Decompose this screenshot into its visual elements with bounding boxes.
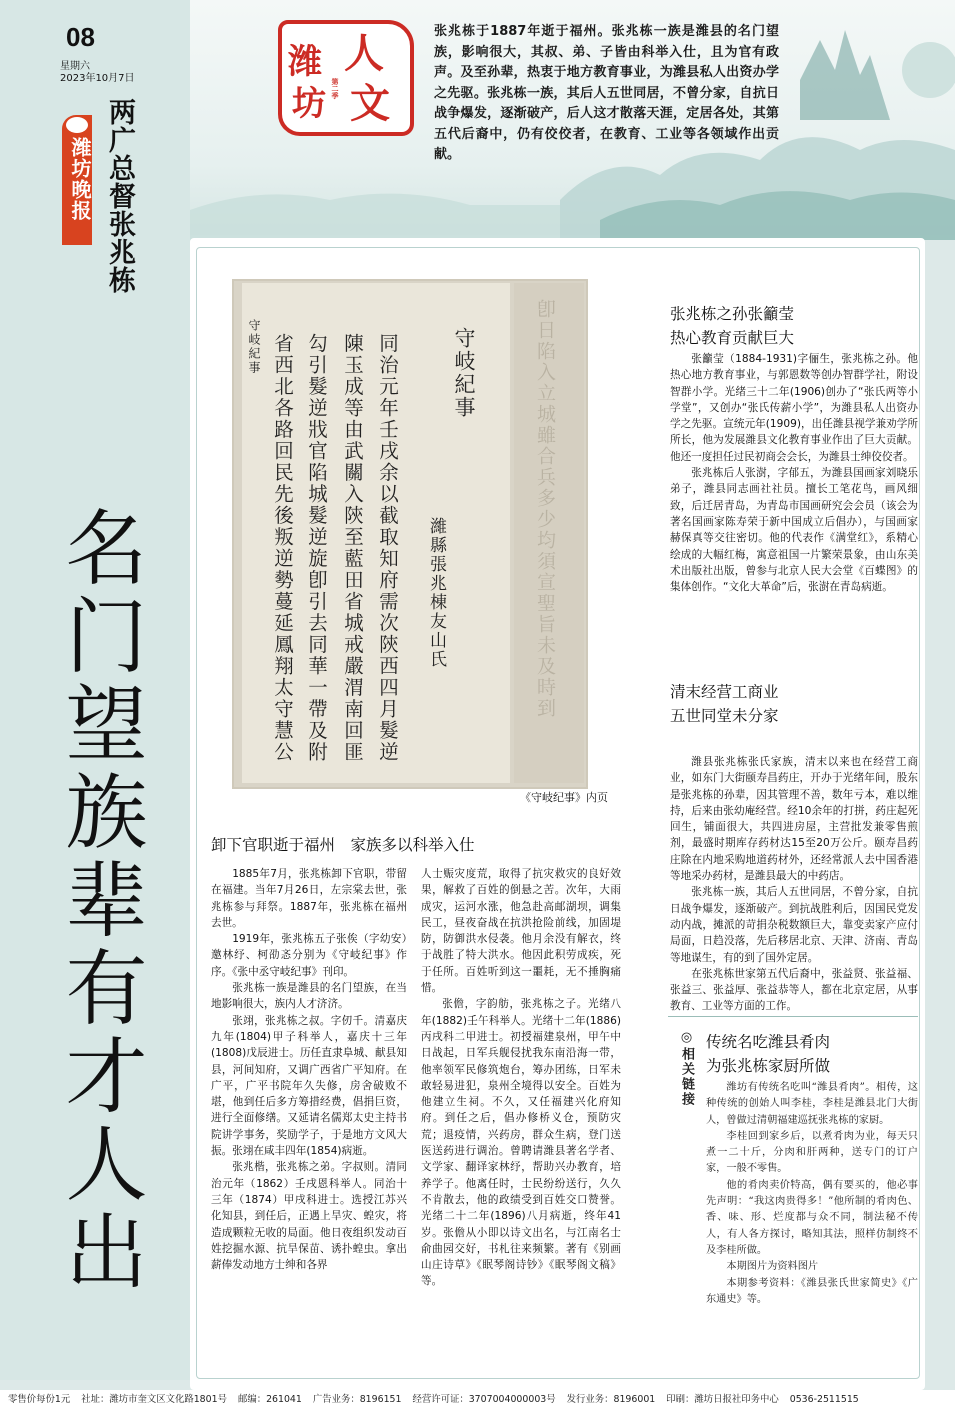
paragraph: 张籲莹（1884-1931)字俪生，张兆栋之孙。他热心地方教育事业，与郭恩数等创办智群学社，附设智群小学。光绪三十二年(1906)创办了“张氏两等小学堂”，又创办“张氏传薪小学”，为潍县私人出资办学之先驱。宣统元年(1909)，出任潍县视学兼劝学所所长，他为发展潍县文化教育事业作出了巨大贡献。他还一度担任过民初商会会长，为潍县士绅佼佼者。 (670, 353, 918, 463)
section1-col-b (421, 866, 621, 1290)
photo-column: 省西北各路回民先後叛逆勢蔓延鳳翔太守慧公 (271, 333, 294, 763)
main-title: 名门望族辈有才人出 (52, 505, 147, 1297)
paper-logo-text: 潍坊晚报 (68, 137, 92, 221)
section2-heading-1: 张兆栋之孙张籲莹 (670, 305, 795, 323)
section3-heading-2: 五世同堂未分家 (670, 707, 779, 725)
section3-body (670, 754, 918, 1015)
section2-heading-2: 热心教育贡献巨大 (670, 329, 795, 347)
image-note: 本期图片为资料图片 (726, 1261, 819, 1273)
column-seal (278, 20, 406, 130)
photo-column: 陳玉成等由武關入陝至藍田省城戒嚴渭南回匪 (341, 333, 364, 763)
related-heading-2: 为张兆栋家厨所做 (706, 1057, 831, 1075)
photo-caption: 《守岐纪事》内页 (520, 791, 608, 804)
paragraph: 1919年，张兆栋五子张俟（字幼安）邀林纾、柯劭忞分别为《守岐纪事》作序。《张中丞守岐纪事》刊印。 (211, 933, 407, 978)
footer-license: 经营许可证：3707004000003号 (412, 1394, 556, 1405)
footer-printer: 印刷：潍坊日报社印务中心 (666, 1394, 779, 1405)
photo-edge-text: 守岐紀事 (247, 319, 261, 375)
paragraph: 他的肴肉卖价特高，偶有要买的，他必事先声明：“我这肉贵得多！”他所制的肴肉色、香、味、形、烂度都与众不同，制法秘不传人，有人各方探讨，略知其法，照样仿制终不及李桂所做。 (706, 1179, 918, 1256)
sun-logo-icon (66, 117, 88, 133)
seal-char: 坊 (292, 84, 326, 124)
paragraph: 1885年7月，张兆栋卸下官职，带留在福建。当年7月26日，左宗棠去世，张兆栋参与拜祭。1887年，张兆栋在福州去世。 (211, 868, 407, 929)
photo-column: 濰縣張兆棟友山氏 (426, 517, 446, 669)
paragraph: 潍县张兆栋张氏家族，清末以来也在经营工商业，如东门大街颐寿昌药庄，开办于光绪年间，股东是张兆栋的孙辈，因其管理不善，数年亏本，难以维持，后来由张幼庵经营。经10余年的打拼，药庄起死回生，铺面很大，共四进房屋，主营批发兼零售煎剂，最盛时期库存药材达15至20万公斤。颐寿昌药庄除在内地采购地道药材外，还经常派人去中国香港等地采办药材，是潍县最大的中药店。 (670, 756, 918, 883)
seal-char: 文 (350, 80, 390, 127)
section2-body (670, 351, 918, 595)
paragraph: 张兆栋后人张澍，字郁五，为潍县国画家刘晓乐弟子，潍县同志画社社员。擅长工笔花鸟，画风细致，后迁居青岛，为青岛市国画研究会会员（该会为著名国画家陈寿荣于新中国成立后倡办），与国画家赫保真等交往密切。他的代表作《满堂红》，系精心绘成的大幅红梅，寓意祖国一片繁荣景象，由山东美术出版社出版，曾参与北京人民大会堂《百蝶图》的集体创作。“文化大革命”后，张澍在青岛病逝。 (670, 467, 918, 594)
photo-column-faint: 卽日陷入立城雖合兵多少均須宣聖旨未及時到 (534, 299, 556, 719)
subtitle: 两广总督张兆栋 (104, 98, 135, 294)
footer-ad: 广告业务：8196151 (312, 1394, 402, 1405)
paragraph: 张兆栋一族，其后人五世同居，不曾分家，自抗日战争爆发，逐渐破产。到抗战胜利后，因国民党发动内战，摊派的苛捐杂税数额巨大，靠变卖家产应付局面，日趋没落，先后移居北京、天津、济南、青岛等地谋生，有的到了国外定居。 (670, 886, 918, 964)
photo-column: 勾引髮逆戕官陷城髮逆旋卽引去同華一帶及附 (305, 333, 328, 763)
paragraph: 人士赈灾度荒，取得了抗灾救灾的良好效果，解救了百姓的倒悬之苦。次年，大雨成灾，运河水涨，他急赴高邮湖坝，调集民工，昼夜奋战在抗洪抢险前线，加固堤防，防御洪水侵袭。他月余没有解衣，终于战胜了特大洪水。他因此积劳成疾，死于任所。百姓听到这一噩耗，无不捶胸痛惜。 (421, 868, 621, 995)
date: 2023年10月7日 (60, 73, 135, 84)
weekday: 星期六 (60, 61, 90, 72)
section-divider (668, 1016, 918, 1017)
related-link-label: ◎相关链接 (679, 1030, 694, 1107)
book-page-photo (232, 279, 588, 789)
footer-price: 零售价每份1元 (8, 1394, 71, 1405)
paragraph: 张翊，张兆栋之叔。字仞千。清嘉庆九年(1804)甲子科举人，嘉庆十三年(1808)戊辰进士。历任直隶阜城、献县知县，河间知府，又调广西省广平知府。在广平，广平书院年久失修，房舍破败不堪，他到任后多方筹措经费，倡捐巨资，进行全面修缮。又延请名儒郑太史主持书院讲学事务，奖励学子，于是地方文风大振。张翊在咸丰四年(1854)病逝。 (211, 1014, 407, 1158)
seal-small: 第二季 (331, 78, 340, 99)
section3-heading-1: 清末经营工商业 (670, 683, 779, 701)
paragraph: 在张兆栋世家第五代后裔中，张益贤、张益福、张益三、张益厚、张益恭等人，都在北京定居，从事教育、工业等方面的工作。 (670, 967, 918, 1013)
reference-note: 本期参考资料：《潍县张氏世家简史》《广东通史》等。 (706, 1277, 918, 1305)
related-heading-1: 传统名吃潍县肴肉 (706, 1033, 831, 1051)
related-body (706, 1080, 918, 1308)
section1-heading: 卸下官职逝于福州 家族多以科举入仕 (211, 836, 475, 854)
footer (0, 1390, 955, 1410)
paper-logo (62, 115, 92, 245)
seal-char: 人 (344, 30, 384, 77)
footer-phone: 0536-2511515 (789, 1394, 859, 1405)
section1-col-a (211, 866, 407, 1273)
photo-column: 同治元年壬戌余以截取知府需次陝西四月髮逆 (376, 333, 399, 763)
photo-column: 守岐紀事 (452, 327, 476, 419)
footer-distribution: 发行业务：8196001 (566, 1394, 656, 1405)
paragraph: 李桂回到家乡后，以煮肴肉为业，每天只煮一二十斤，分肉和肝两种，送专门的订户家，一般不零售。 (706, 1130, 918, 1175)
paragraph: 张儋，字韵舫，张兆栋之子。光绪八年(1882)壬午科举人。光绪十二年(1886)丙戌科二甲进士。初授福建泉州，甲午中日战起，日军兵舰侵扰我东南沿海一带，他率领军民修筑炮台，筹办团练，日军未敢轻易进犯，泉州全境得以安全。百姓为他建立生祠。不久，又任福建兴化府知府。到任之后，倡办修桥义仓，预防灾荒；退疫情，兴药房，群众生病，登门送医送药进行调治。曾聘请潍县著名学者、文学家、翻译家林纾，帮助兴办教育，培养学子。他离任时，士民纷纷送行，久久不肯散去，他的政绩受到百姓交口赞誉。光绪二十二年(1896)八月病逝，终年41岁。张儋从小即以诗文出名，与江南名士俞曲园交好，书札往来频繁。著有《别画山庄诗草》《眠琴阁诗钞》《眠琴阁文稿》等。 (421, 998, 621, 1288)
paragraph: 潍坊有传统名吃叫“潍县肴肉”。相传，这种传统的创始人叫李桂，李桂是潍县北门大街人，曾做过清朝福建巡抚张兆栋的家厨。 (706, 1082, 918, 1126)
intro-paragraph: 张兆栋于1887年逝于福州。张兆栋一族是潍县的名门望族，影响很大，其叔、弟、子皆由科举入仕，且为官有政声。及至孙辈，热衷于地方教育事业，为潍县私人出资办学之先驱。张兆栋一族，其后人五世同居，不曾分家，自抗日战争爆发，逐渐破产，后人这才散落天涯，定居各处，其第五代后裔中，仍有佼佼者，在教育、工业等各领域作出贡献。 (434, 24, 779, 162)
footer-address: 社址：潍坊市奎文区文化路1801号 (81, 1394, 227, 1405)
page-number: 08 (66, 22, 95, 52)
seal-char: 潍 (288, 42, 322, 82)
paragraph: 张兆栋一族是潍县的名门望族，在当地影响很大，族内人才济济。 (211, 982, 407, 1011)
footer-postcode: 邮编：261041 (237, 1394, 302, 1405)
paragraph: 张兆楷，张兆栋之弟。字叔则。清同治元年（1862）壬戌恩科举人。同治十三年（1874）甲戌科进士。选授江苏兴化知县，到任后，正遇上旱灾、蝗灾，将造成颗粒无收的局面。他日夜组织发动百姓挖掘水源、抗旱保苗、诱扑蝗虫。拿出薪俸发动地方士绅和各界 (211, 1161, 407, 1272)
